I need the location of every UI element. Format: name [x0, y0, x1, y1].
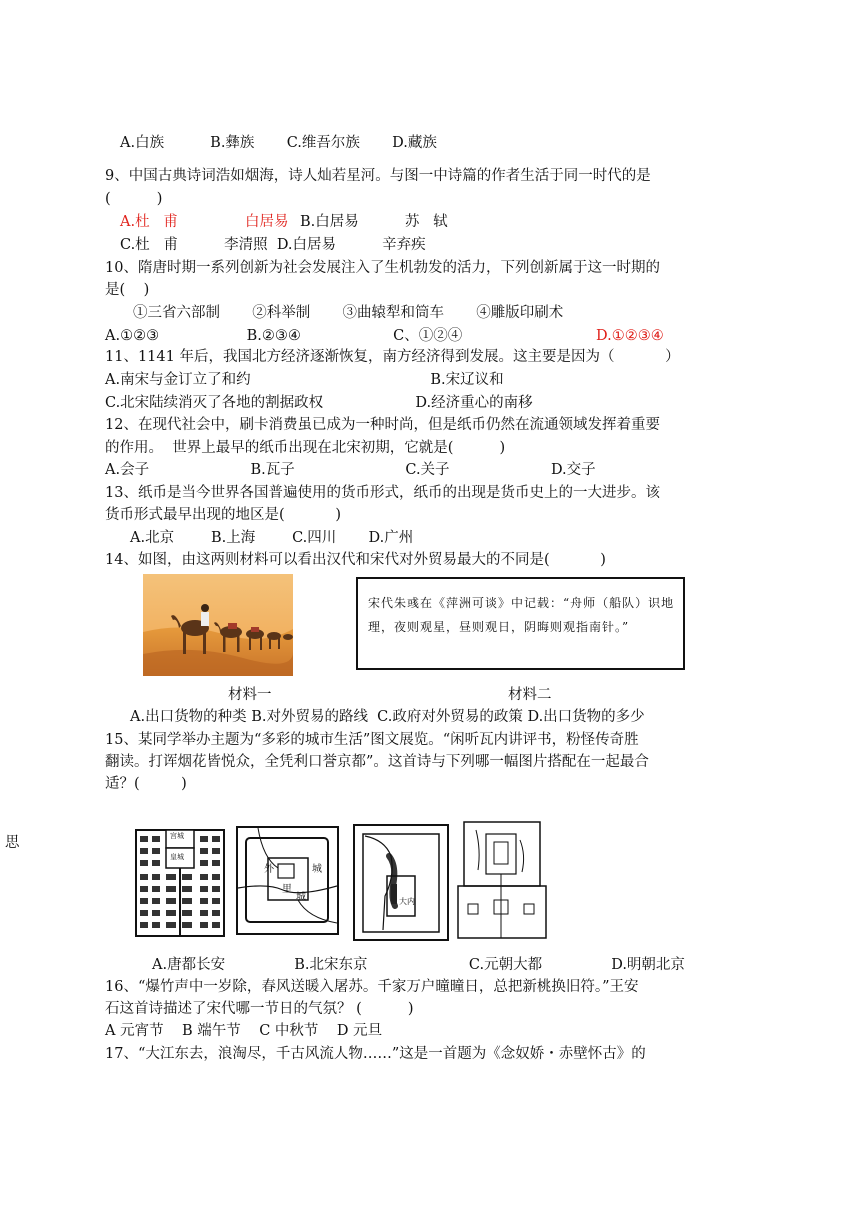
map-song-dongjing — [236, 826, 339, 935]
camel-caravan-image — [143, 574, 293, 676]
map-ming-beijing — [456, 820, 548, 942]
material-two-textbox — [356, 577, 685, 670]
q15-stem2: 翻读。打诨烟花皆悦众，全凭利口誉京都”。这首诗与下列哪一幅图片搭配在一起最合 — [105, 754, 649, 770]
q10-stem2: 是( ) — [105, 282, 150, 298]
q9-option-a-part2: 白居易 — [245, 214, 289, 230]
margin-char: 思 — [5, 835, 20, 851]
map2-label-wai: 外 — [264, 864, 274, 875]
q9-paren: ( ) — [105, 191, 163, 207]
q12-stem: 12、在现代社会中，刷卡消费虽已成为一种时尚，但是纸币仍然在流通领域发挥着重要 — [105, 417, 660, 433]
map1-label-huangcheng: 皇城 — [170, 853, 184, 861]
q11-stem: 11、1141 年后，我国北方经济逐渐恢复，南方经济得到发展。这主要是因为（ ） — [105, 349, 680, 365]
q8-options: A.白族 B.彝族 C.维吾尔族 D.藏族 — [120, 135, 437, 151]
q12-options: A.会子 B.瓦子 C.关子 D.交子 — [105, 462, 596, 478]
map2-label-cheng2: 城 — [296, 892, 306, 903]
q13-stem2: 货币形式最早出现的地区是( ) — [105, 507, 342, 523]
q15-stem: 15、某同学举办主题为“多彩的城市生活”图文展览。“闲听瓦内讲评书，粉怪传奇胜 — [105, 732, 639, 748]
q16-stem2: 石这首诗描述了宋代哪一节日的气氛？ ( ) — [105, 1001, 414, 1017]
q12-stem2: 的作用。 世界上最早的纸币出现在北宋初期，它就是( ) — [105, 440, 506, 456]
q17-stem: 17、“大江东去，浪淘尽，千古风流人物……”这是一首题为《念奴娇・赤壁怀古》的 — [105, 1046, 646, 1062]
q9-option-b: B.白居易 苏 轼 — [300, 214, 448, 230]
q10-option-d: D.①②③④ — [596, 328, 664, 344]
q9-option-cd: C.杜 甫 李清照 D.白居易 辛弃疾 — [120, 237, 426, 253]
map-tang-changan — [134, 828, 226, 938]
caption-material-one: 材料一 — [228, 687, 272, 703]
map-yuan-dadu — [353, 824, 449, 941]
q10-stem: 10、隋唐时期一系列创新为社会发展注入了生机勃发的活力，下列创新属于这一时期的 — [105, 260, 660, 276]
q11-options-ab: A.南宋与金订立了和约 B.宋辽议和 — [105, 372, 504, 388]
q10-items: ①三省六部制 ②科举制 ③曲辕犁和筒车 ④雕版印刷术 — [133, 305, 564, 321]
map3-label-danei: 大内 — [399, 897, 415, 906]
q9-option-a-part1: A.杜 甫 — [120, 214, 178, 230]
q16-options: A 元宵节 B 端午节 C 中秋节 D 元旦 — [105, 1023, 383, 1039]
material-two-text: 宋代朱彧在《萍洲可谈》中记载：“舟师（船队）识地理，夜则观星，昼则观日，阴晦则观指南针。” — [368, 596, 675, 634]
q14-stem: 14、如图，由这两则材料可以看出汉代和宋代对外贸易最大的不同是( ) — [105, 552, 606, 568]
map2-label-li: 里 — [282, 884, 292, 895]
q14-options: A.出口货物的种类 B.对外贸易的路线 C.政府对外贸易的政策 D.出口货物的多少 — [130, 709, 645, 725]
q16-stem: 16、“爆竹声中一岁除，春风送暖入屠苏。千家万户曈曈日，总把新桃换旧符。”王安 — [105, 979, 639, 995]
q15-stem3: 适？( ) — [105, 776, 187, 792]
q13-stem: 13、纸币是当今世界各国普遍使用的货币形式，纸币的出现是货币史上的一大进步。该 — [105, 485, 660, 501]
q11-options-cd: C.北宋陆续消灭了各地的割据政权 D.经济重心的南移 — [105, 395, 533, 411]
q13-options: A.北京 B.上海 C.四川 D.广州 — [130, 530, 414, 546]
q15-captions: A.唐都长安 B.北宋东京 C.元朝大都 D.明朝北京 — [152, 957, 685, 973]
q9-stem: 9、中国古典诗词浩如烟海，诗人灿若星河。与图一中诗篇的作者生活于同一时代的是 — [105, 168, 651, 184]
map1-label-gongcheng: 宫城 — [170, 832, 184, 840]
q10-options: A.①②③ B.②③④ C、①②④ — [105, 328, 463, 344]
caption-material-two: 材料二 — [508, 687, 552, 703]
map2-label-cheng1: 城 — [312, 864, 322, 875]
